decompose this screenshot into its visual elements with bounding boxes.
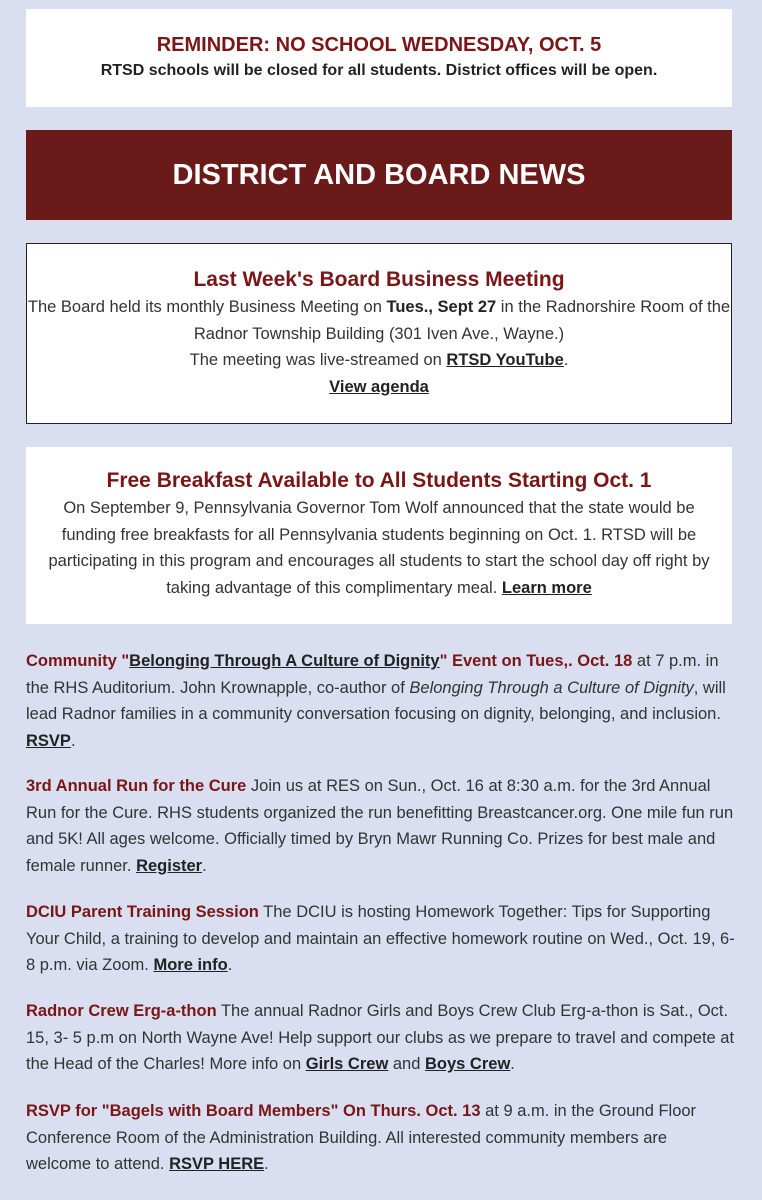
board-meeting-text-part: The meeting was live-streamed on: [189, 351, 447, 369]
item-text: .: [70, 731, 76, 750]
run-for-cure-heading: 3rd Annual Run for the Cure: [26, 777, 247, 795]
free-breakfast-box: [26, 447, 732, 624]
rtsd-youtube-link[interactable]: RTSD YouTube: [446, 351, 564, 369]
crew-erg-a-thon-heading: Radnor Crew Erg-a-thon: [26, 1002, 217, 1020]
dciu-training-heading: DCIU Parent Training Session: [26, 903, 259, 921]
girls-crew-link[interactable]: Girls Crew: [305, 1055, 389, 1073]
board-meeting-text-part: .: [563, 351, 569, 369]
item-text: and: [388, 1055, 425, 1073]
belonging-dignity-link[interactable]: Belonging Through A Culture of Dignity: [129, 652, 440, 670]
rsvp-here-link[interactable]: RSVP HERE: [169, 1155, 265, 1173]
item-text: at 9 a.m. in the Ground Floor Conference Room of the Administration Building. All interested community members are welcome to attend.: [26, 1102, 697, 1173]
dignity-event-heading: [26, 652, 632, 670]
learn-more-link[interactable]: Learn more: [501, 578, 592, 597]
heading-part: Community ": [26, 652, 130, 670]
reminder-subtitle: RTSD schools will be closed for all students. District offices will be open.: [100, 62, 658, 79]
district-board-news-banner: DISTRICT AND BOARD NEWS: [26, 130, 732, 220]
board-meeting-text-part: in the Radnorshire Room of the Radnor Township Building (301 Iven Ave., Wayne.): [193, 298, 731, 343]
dignity-rsvp-link[interactable]: RSVP: [26, 731, 71, 750]
bagels-board-item: [26, 1098, 736, 1178]
crew-erg-a-thon-item: [26, 998, 736, 1078]
dignity-event-item: [26, 648, 736, 754]
item-text: .: [227, 956, 233, 974]
breakfast-title: Free Breakfast Available to All Students Starting Oct. 1: [106, 469, 652, 492]
view-agenda-link[interactable]: View agenda: [329, 377, 429, 396]
boys-crew-link[interactable]: Boys Crew: [425, 1055, 511, 1073]
board-meeting-text: [27, 294, 731, 400]
bagels-board-heading: RSVP for "Bagels with Board Members" On Thurs. Oct. 13: [26, 1102, 481, 1120]
item-text: , will lead Radnor families in a community conversation focusing on dignity, belonging, and inclusion.: [26, 678, 726, 723]
book-title: Belonging Through a Culture of Dignity: [409, 678, 694, 697]
item-text: The DCIU is hosting Homework Together: Tips for Supporting Your Child, a training to develop and maintain an effective homework routine on Wed., Oct. 19, 6-8 p.m. via Zoom.: [26, 903, 735, 974]
item-text: at 7 p.m. in the RHS Auditorium. John Krownapple, co-author of: [26, 652, 719, 697]
more-info-link[interactable]: More info: [153, 956, 228, 974]
item-text: Join us at RES on Sun., Oct. 16 at 8:30 a.m. for the 3rd Annual Run for the Cure. RHS students organized the run benefitting Breastcancer.org. One mile fun run and 5K! All ages welcome. Officially timed by Bryn Mawr Running Co. Prizes for best male and female runner.: [26, 777, 734, 875]
item-text: .: [510, 1055, 515, 1073]
heading-part: " Event on Tues,. Oct. 18: [439, 652, 633, 670]
item-text: The annual Radnor Girls and Boys Crew Club Erg-a-thon is Sat., Oct. 15, 3- 5 p.m on North Wayne Ave! Help support our clubs as we prepare to travel and compete at the Head of the Charles! More info on: [26, 1002, 735, 1073]
no-school-reminder: [26, 9, 732, 107]
board-meeting-text-part: The Board held its monthly Business Meeting on: [27, 298, 387, 316]
reminder-title: REMINDER: NO SCHOOL WEDNESDAY, OCT. 5: [156, 34, 602, 56]
item-text: .: [264, 1155, 269, 1173]
board-meeting-box: [26, 243, 732, 424]
board-meeting-title: Last Week's Board Business Meeting: [193, 268, 565, 291]
breakfast-text: [48, 495, 710, 601]
register-link[interactable]: Register: [136, 856, 203, 875]
run-for-cure-item: [26, 773, 736, 879]
item-text: .: [202, 856, 207, 875]
breakfast-text-part: On September 9, Pennsylvania Governor Tom Wolf announced that the state would be funding free breakfasts for all Pennsylvania students beginning on Oct. 1. RTSD will be participating in this program and encourages all students to start the school day off right by taking advantage of this complimentary meal.: [48, 499, 710, 597]
dciu-training-item: [26, 899, 736, 979]
board-meeting-date: Tues., Sept 27: [386, 298, 497, 316]
